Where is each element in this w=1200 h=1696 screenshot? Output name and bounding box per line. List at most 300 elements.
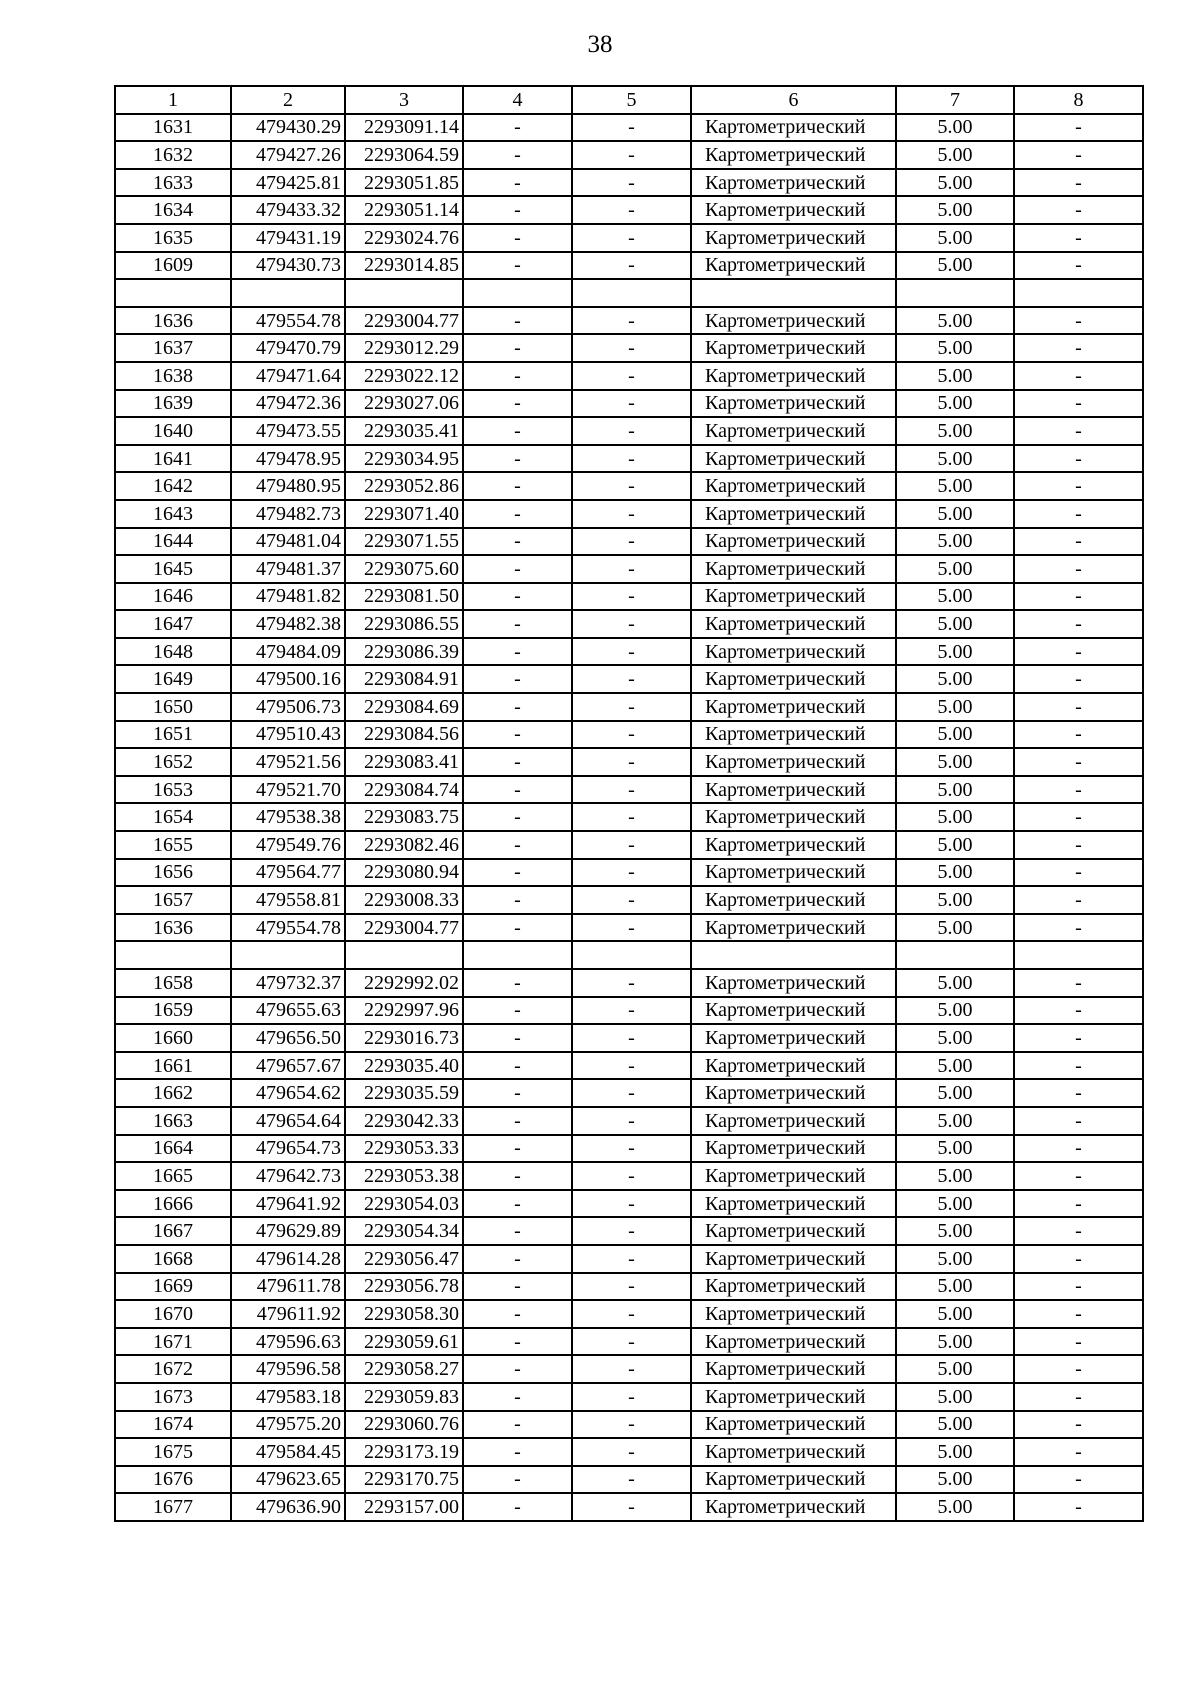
column-5-cell: - — [572, 803, 691, 831]
column-5-cell: - — [572, 528, 691, 556]
column-4-cell: - — [463, 914, 572, 942]
point-number-cell: 1664 — [115, 1135, 231, 1163]
accuracy-cell: 5.00 — [896, 114, 1014, 142]
column-5-cell: - — [572, 1024, 691, 1052]
table-row — [115, 362, 1143, 390]
accuracy-cell: 5.00 — [896, 831, 1014, 859]
x-coordinate-cell: 479484.09 — [231, 638, 345, 666]
accuracy-cell: 5.00 — [896, 169, 1014, 197]
column-4-cell: - — [463, 803, 572, 831]
y-coordinate-cell: 2293034.95 — [345, 445, 463, 473]
method-cell: Картометрический — [691, 1355, 896, 1383]
column-4-cell: - — [463, 1466, 572, 1494]
point-number-cell: 1657 — [115, 886, 231, 914]
y-coordinate-cell: 2293060.76 — [345, 1411, 463, 1439]
method-cell: Картометрический — [691, 334, 896, 362]
accuracy-cell: 5.00 — [896, 1024, 1014, 1052]
column-8-cell: - — [1014, 307, 1143, 335]
point-number-cell: 1676 — [115, 1466, 231, 1494]
column-8-cell: - — [1014, 1135, 1143, 1163]
x-coordinate-cell: 479641.92 — [231, 1190, 345, 1218]
column-8-cell: - — [1014, 1438, 1143, 1466]
accuracy-cell: 5.00 — [896, 528, 1014, 556]
table-header-row — [115, 86, 1143, 114]
coordinates-table — [114, 85, 1144, 1522]
x-coordinate-cell: 479427.26 — [231, 141, 345, 169]
y-coordinate-cell: 2293059.61 — [345, 1328, 463, 1356]
y-coordinate-cell: 2293051.14 — [345, 196, 463, 224]
column-8-cell: - — [1014, 1190, 1143, 1218]
y-coordinate-cell: 2293054.34 — [345, 1217, 463, 1245]
column-4-cell: - — [463, 555, 572, 583]
column-header-2: 2 — [231, 86, 345, 114]
table-row — [115, 555, 1143, 583]
point-number-cell: 1647 — [115, 610, 231, 638]
accuracy-cell: 5.00 — [896, 776, 1014, 804]
column-5-cell: - — [572, 1300, 691, 1328]
y-coordinate-cell: 2293004.77 — [345, 914, 463, 942]
column-5-cell: - — [572, 914, 691, 942]
y-coordinate-cell: 2293027.06 — [345, 390, 463, 418]
accuracy-cell: 5.00 — [896, 362, 1014, 390]
column-8-cell: - — [1014, 252, 1143, 280]
column-8-cell: - — [1014, 1217, 1143, 1245]
point-number-cell: 1649 — [115, 665, 231, 693]
column-8-cell: - — [1014, 528, 1143, 556]
column-8-cell: - — [1014, 1245, 1143, 1273]
column-4-cell: - — [463, 859, 572, 887]
table-row — [115, 1383, 1143, 1411]
point-number-cell: 1661 — [115, 1052, 231, 1080]
accuracy-cell: 5.00 — [896, 1466, 1014, 1494]
point-number-cell: 1666 — [115, 1190, 231, 1218]
column-8-cell: - — [1014, 196, 1143, 224]
point-number-cell: 1675 — [115, 1438, 231, 1466]
table-row — [115, 721, 1143, 749]
y-coordinate-cell: 2293053.38 — [345, 1162, 463, 1190]
table-row — [115, 472, 1143, 500]
table-row — [115, 445, 1143, 473]
point-number-cell: 1658 — [115, 969, 231, 997]
accuracy-cell: 5.00 — [896, 1135, 1014, 1163]
accuracy-cell: 5.00 — [896, 997, 1014, 1025]
point-number-cell: 1632 — [115, 141, 231, 169]
column-5-cell: - — [572, 610, 691, 638]
accuracy-cell: 5.00 — [896, 886, 1014, 914]
x-coordinate-cell: 479596.63 — [231, 1328, 345, 1356]
point-number-cell: 1662 — [115, 1079, 231, 1107]
y-coordinate-cell: 2293084.56 — [345, 721, 463, 749]
accuracy-cell: 5.00 — [896, 1162, 1014, 1190]
method-cell: Картометрический — [691, 224, 896, 252]
column-4-cell: - — [463, 252, 572, 280]
x-coordinate-cell: 479584.45 — [231, 1438, 345, 1466]
accuracy-cell: 5.00 — [896, 803, 1014, 831]
column-4-cell: - — [463, 334, 572, 362]
point-number-cell: 1639 — [115, 390, 231, 418]
table-row — [115, 1052, 1143, 1080]
accuracy-cell: 5.00 — [896, 1355, 1014, 1383]
y-coordinate-cell: 2293084.91 — [345, 665, 463, 693]
column-header-4: 4 — [463, 86, 572, 114]
x-coordinate-cell: 479554.78 — [231, 914, 345, 942]
table-row — [115, 1411, 1143, 1439]
column-4-cell: - — [463, 362, 572, 390]
x-coordinate-cell: 479521.70 — [231, 776, 345, 804]
x-coordinate-cell: 479538.38 — [231, 803, 345, 831]
column-header-5: 5 — [572, 86, 691, 114]
column-5-cell: - — [572, 748, 691, 776]
table-row — [115, 1438, 1143, 1466]
point-number-cell: 1633 — [115, 169, 231, 197]
accuracy-cell: 5.00 — [896, 555, 1014, 583]
x-coordinate-cell: 479549.76 — [231, 831, 345, 859]
method-cell: Картометрический — [691, 969, 896, 997]
x-coordinate-cell: 479472.36 — [231, 390, 345, 418]
x-coordinate-cell: 479480.95 — [231, 472, 345, 500]
accuracy-cell: 5.00 — [896, 252, 1014, 280]
column-header-3: 3 — [345, 86, 463, 114]
accuracy-cell: 5.00 — [896, 610, 1014, 638]
accuracy-cell: 5.00 — [896, 1273, 1014, 1301]
x-coordinate-cell: 479473.55 — [231, 417, 345, 445]
column-8-cell: - — [1014, 500, 1143, 528]
y-coordinate-cell: 2292997.96 — [345, 997, 463, 1025]
x-coordinate-cell: 479554.78 — [231, 307, 345, 335]
column-8-cell: - — [1014, 555, 1143, 583]
column-5-cell: - — [572, 583, 691, 611]
table-row — [115, 803, 1143, 831]
table-row — [115, 748, 1143, 776]
table-row — [115, 334, 1143, 362]
x-coordinate-cell: 479657.67 — [231, 1052, 345, 1080]
method-cell: Картометрический — [691, 1273, 896, 1301]
method-cell: Картометрический — [691, 1493, 896, 1521]
column-4-cell: - — [463, 390, 572, 418]
method-cell: Картометрический — [691, 583, 896, 611]
column-4-cell — [463, 941, 572, 969]
method-cell: Картометрический — [691, 1328, 896, 1356]
column-4-cell: - — [463, 224, 572, 252]
column-4-cell: - — [463, 1190, 572, 1218]
table-row — [115, 1079, 1143, 1107]
column-4-cell: - — [463, 997, 572, 1025]
column-8-cell: - — [1014, 969, 1143, 997]
x-coordinate-cell: 479481.04 — [231, 528, 345, 556]
y-coordinate-cell: 2293051.85 — [345, 169, 463, 197]
x-coordinate-cell: 479430.29 — [231, 114, 345, 142]
x-coordinate-cell: 479510.43 — [231, 721, 345, 749]
column-5-cell: - — [572, 721, 691, 749]
x-coordinate-cell: 479629.89 — [231, 1217, 345, 1245]
column-5-cell: - — [572, 859, 691, 887]
y-coordinate-cell: 2293035.41 — [345, 417, 463, 445]
y-coordinate-cell: 2293004.77 — [345, 307, 463, 335]
method-cell: Картометрический — [691, 748, 896, 776]
method-cell: Картометрический — [691, 390, 896, 418]
accuracy-cell: 5.00 — [896, 693, 1014, 721]
y-coordinate-cell: 2293022.12 — [345, 362, 463, 390]
y-coordinate-cell — [345, 279, 463, 307]
table-row — [115, 859, 1143, 887]
accuracy-cell: 5.00 — [896, 224, 1014, 252]
column-4-cell: - — [463, 472, 572, 500]
table-row — [115, 500, 1143, 528]
column-5-cell: - — [572, 1135, 691, 1163]
column-5-cell: - — [572, 114, 691, 142]
y-coordinate-cell: 2293035.59 — [345, 1079, 463, 1107]
point-number-cell: 1636 — [115, 914, 231, 942]
column-5-cell: - — [572, 776, 691, 804]
column-5-cell: - — [572, 831, 691, 859]
x-coordinate-cell: 479482.38 — [231, 610, 345, 638]
table-row — [115, 1135, 1143, 1163]
x-coordinate-cell: 479575.20 — [231, 1411, 345, 1439]
column-5-cell: - — [572, 472, 691, 500]
column-4-cell: - — [463, 1300, 572, 1328]
column-5-cell — [572, 941, 691, 969]
point-number-cell: 1672 — [115, 1355, 231, 1383]
accuracy-cell: 5.00 — [896, 500, 1014, 528]
column-8-cell: - — [1014, 472, 1143, 500]
column-4-cell: - — [463, 1273, 572, 1301]
column-8-cell: - — [1014, 721, 1143, 749]
x-coordinate-cell: 479470.79 — [231, 334, 345, 362]
table-row — [115, 583, 1143, 611]
y-coordinate-cell: 2293086.55 — [345, 610, 463, 638]
column-4-cell: - — [463, 693, 572, 721]
y-coordinate-cell: 2293059.83 — [345, 1383, 463, 1411]
point-number-cell: 1643 — [115, 500, 231, 528]
column-5-cell: - — [572, 196, 691, 224]
column-5-cell: - — [572, 1107, 691, 1135]
point-number-cell: 1674 — [115, 1411, 231, 1439]
column-8-cell: - — [1014, 583, 1143, 611]
point-number-cell: 1653 — [115, 776, 231, 804]
column-4-cell: - — [463, 748, 572, 776]
point-number-cell: 1670 — [115, 1300, 231, 1328]
column-4-cell: - — [463, 1438, 572, 1466]
y-coordinate-cell: 2293008.33 — [345, 886, 463, 914]
column-4-cell: - — [463, 1052, 572, 1080]
y-coordinate-cell: 2293083.41 — [345, 748, 463, 776]
table-row — [115, 1024, 1143, 1052]
method-cell: Картометрический — [691, 1135, 896, 1163]
accuracy-cell: 5.00 — [896, 307, 1014, 335]
column-4-cell: - — [463, 196, 572, 224]
accuracy-cell: 5.00 — [896, 638, 1014, 666]
point-number-cell: 1637 — [115, 334, 231, 362]
accuracy-cell: 5.00 — [896, 141, 1014, 169]
column-4-cell — [463, 279, 572, 307]
table-row — [115, 141, 1143, 169]
y-coordinate-cell: 2293016.73 — [345, 1024, 463, 1052]
point-number-cell: 1648 — [115, 638, 231, 666]
x-coordinate-cell: 479636.90 — [231, 1493, 345, 1521]
method-cell: Картометрический — [691, 141, 896, 169]
table-row — [115, 665, 1143, 693]
x-coordinate-cell: 479583.18 — [231, 1383, 345, 1411]
table-row — [115, 1273, 1143, 1301]
point-number-cell — [115, 279, 231, 307]
table-row — [115, 307, 1143, 335]
column-5-cell: - — [572, 500, 691, 528]
x-coordinate-cell: 479655.63 — [231, 997, 345, 1025]
table-row — [115, 693, 1143, 721]
accuracy-cell: 5.00 — [896, 665, 1014, 693]
y-coordinate-cell: 2293071.55 — [345, 528, 463, 556]
x-coordinate-cell: 479656.50 — [231, 1024, 345, 1052]
column-4-cell: - — [463, 307, 572, 335]
table-row — [115, 1355, 1143, 1383]
method-cell: Картометрический — [691, 803, 896, 831]
y-coordinate-cell: 2293014.85 — [345, 252, 463, 280]
y-coordinate-cell: 2293058.27 — [345, 1355, 463, 1383]
column-8-cell — [1014, 279, 1143, 307]
column-header-8: 8 — [1014, 86, 1143, 114]
table-row — [115, 1300, 1143, 1328]
point-number-cell: 1650 — [115, 693, 231, 721]
table-body — [115, 114, 1143, 1521]
x-coordinate-cell: 479596.58 — [231, 1355, 345, 1383]
column-5-cell: - — [572, 1190, 691, 1218]
method-cell: Картометрический — [691, 1300, 896, 1328]
point-number-cell: 1655 — [115, 831, 231, 859]
column-5-cell: - — [572, 886, 691, 914]
point-number-cell: 1642 — [115, 472, 231, 500]
y-coordinate-cell: 2293157.00 — [345, 1493, 463, 1521]
column-8-cell: - — [1014, 1466, 1143, 1494]
accuracy-cell: 5.00 — [896, 196, 1014, 224]
method-cell: Картометрический — [691, 445, 896, 473]
y-coordinate-cell: 2293035.40 — [345, 1052, 463, 1080]
method-cell: Картометрический — [691, 114, 896, 142]
column-5-cell: - — [572, 1217, 691, 1245]
table-separator-row — [115, 941, 1143, 969]
x-coordinate-cell: 479611.78 — [231, 1273, 345, 1301]
table-row — [115, 1245, 1143, 1273]
column-4-cell: - — [463, 114, 572, 142]
accuracy-cell: 5.00 — [896, 1438, 1014, 1466]
column-4-cell: - — [463, 1217, 572, 1245]
column-8-cell: - — [1014, 859, 1143, 887]
column-5-cell: - — [572, 169, 691, 197]
column-8-cell: - — [1014, 776, 1143, 804]
column-8-cell: - — [1014, 169, 1143, 197]
accuracy-cell: 5.00 — [896, 1328, 1014, 1356]
y-coordinate-cell: 2293056.47 — [345, 1245, 463, 1273]
table-row — [115, 776, 1143, 804]
column-5-cell: - — [572, 1493, 691, 1521]
column-5-cell: - — [572, 997, 691, 1025]
method-cell: Картометрический — [691, 252, 896, 280]
y-coordinate-cell: 2293082.46 — [345, 831, 463, 859]
accuracy-cell: 5.00 — [896, 390, 1014, 418]
column-8-cell: - — [1014, 445, 1143, 473]
accuracy-cell: 5.00 — [896, 1300, 1014, 1328]
accuracy-cell: 5.00 — [896, 1245, 1014, 1273]
column-header-7: 7 — [896, 86, 1014, 114]
point-number-cell: 1663 — [115, 1107, 231, 1135]
method-cell: Картометрический — [691, 500, 896, 528]
column-5-cell: - — [572, 334, 691, 362]
column-4-cell: - — [463, 1162, 572, 1190]
column-4-cell: - — [463, 445, 572, 473]
point-number-cell: 1634 — [115, 196, 231, 224]
point-number-cell: 1673 — [115, 1383, 231, 1411]
y-coordinate-cell: 2293053.33 — [345, 1135, 463, 1163]
x-coordinate-cell: 479521.56 — [231, 748, 345, 776]
method-cell: Картометрический — [691, 638, 896, 666]
method-cell: Картометрический — [691, 859, 896, 887]
column-5-cell: - — [572, 1466, 691, 1494]
column-8-cell: - — [1014, 1328, 1143, 1356]
method-cell: Картометрический — [691, 997, 896, 1025]
y-coordinate-cell: 2292992.02 — [345, 969, 463, 997]
y-coordinate-cell: 2293052.86 — [345, 472, 463, 500]
method-cell: Картометрический — [691, 831, 896, 859]
method-cell: Картометрический — [691, 555, 896, 583]
method-cell: Картометрический — [691, 665, 896, 693]
point-number-cell: 1641 — [115, 445, 231, 473]
column-4-cell: - — [463, 141, 572, 169]
column-5-cell: - — [572, 1079, 691, 1107]
table-row — [115, 831, 1143, 859]
column-8-cell: - — [1014, 1411, 1143, 1439]
x-coordinate-cell — [231, 941, 345, 969]
column-8-cell: - — [1014, 362, 1143, 390]
table-row — [115, 417, 1143, 445]
column-8-cell: - — [1014, 141, 1143, 169]
accuracy-cell — [896, 941, 1014, 969]
column-5-cell: - — [572, 417, 691, 445]
y-coordinate-cell: 2293071.40 — [345, 500, 463, 528]
column-8-cell: - — [1014, 610, 1143, 638]
point-number-cell: 1668 — [115, 1245, 231, 1273]
column-5-cell: - — [572, 1411, 691, 1439]
point-number-cell: 1671 — [115, 1328, 231, 1356]
y-coordinate-cell: 2293084.74 — [345, 776, 463, 804]
x-coordinate-cell: 479732.37 — [231, 969, 345, 997]
column-4-cell: - — [463, 831, 572, 859]
accuracy-cell: 5.00 — [896, 914, 1014, 942]
column-4-cell: - — [463, 417, 572, 445]
y-coordinate-cell: 2293054.03 — [345, 1190, 463, 1218]
x-coordinate-cell: 479431.19 — [231, 224, 345, 252]
accuracy-cell: 5.00 — [896, 417, 1014, 445]
column-5-cell: - — [572, 1328, 691, 1356]
point-number-cell: 1669 — [115, 1273, 231, 1301]
x-coordinate-cell: 479558.81 — [231, 886, 345, 914]
column-5-cell: - — [572, 445, 691, 473]
column-8-cell: - — [1014, 886, 1143, 914]
column-4-cell: - — [463, 969, 572, 997]
column-5-cell: - — [572, 1273, 691, 1301]
point-number-cell — [115, 941, 231, 969]
point-number-cell: 1609 — [115, 252, 231, 280]
method-cell: Картометрический — [691, 1383, 896, 1411]
method-cell: Картометрический — [691, 1217, 896, 1245]
column-8-cell: - — [1014, 665, 1143, 693]
column-8-cell: - — [1014, 417, 1143, 445]
method-cell: Картометрический — [691, 1107, 896, 1135]
method-cell: Картометрический — [691, 1190, 896, 1218]
y-coordinate-cell: 2293056.78 — [345, 1273, 463, 1301]
accuracy-cell — [896, 279, 1014, 307]
y-coordinate-cell: 2293080.94 — [345, 859, 463, 887]
x-coordinate-cell: 479564.77 — [231, 859, 345, 887]
point-number-cell: 1677 — [115, 1493, 231, 1521]
